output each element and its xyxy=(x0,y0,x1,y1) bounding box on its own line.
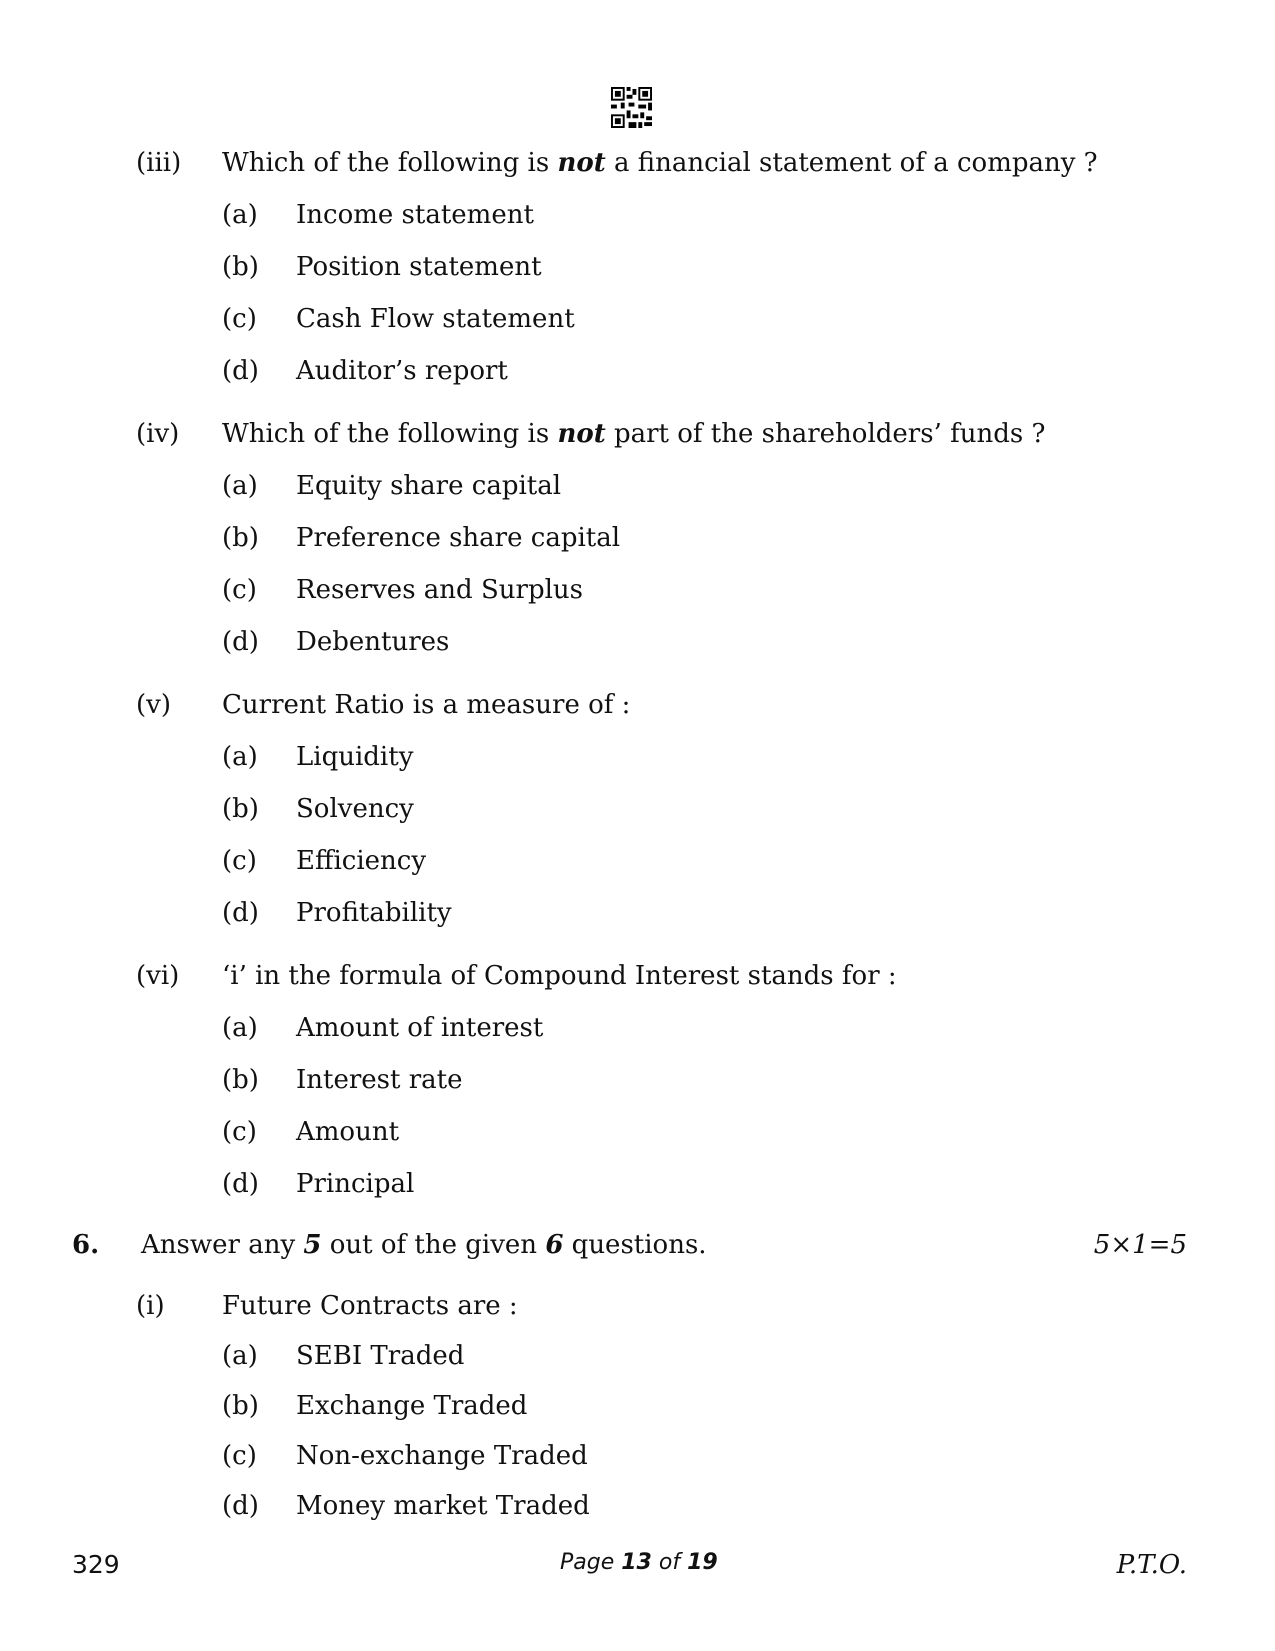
question-block xyxy=(0,408,1275,668)
question-text-part: Which of the following is xyxy=(222,148,558,178)
option-letter: (b) xyxy=(222,1391,259,1421)
question-number: (iv) xyxy=(136,419,180,449)
option-text: Preference share capital xyxy=(296,523,621,553)
option-item xyxy=(0,887,1275,939)
question-line xyxy=(0,679,1275,731)
question-block xyxy=(0,137,1275,397)
option-text: Exchange Traded xyxy=(296,1391,528,1421)
question-text-part: Future Contracts are : xyxy=(222,1291,518,1321)
option-item xyxy=(0,460,1275,512)
question-line xyxy=(0,408,1275,460)
question-line xyxy=(0,137,1275,189)
option-letter: (a) xyxy=(222,1341,258,1371)
option-item xyxy=(0,616,1275,668)
page-of: of xyxy=(651,1550,688,1575)
question-number: (i) xyxy=(136,1291,165,1321)
option-letter: (d) xyxy=(222,1491,259,1521)
question-content xyxy=(0,137,1275,1542)
instruction-part: out of the given xyxy=(321,1230,546,1260)
option-letter: (c) xyxy=(222,1117,257,1147)
question-number: (vi) xyxy=(136,961,180,991)
option-letter: (d) xyxy=(222,898,259,928)
option-item xyxy=(0,189,1275,241)
option-item xyxy=(0,835,1275,887)
question-block xyxy=(0,679,1275,939)
instruction-part: Answer any xyxy=(141,1230,304,1260)
option-letter: (c) xyxy=(222,1441,257,1471)
question-text xyxy=(222,1281,518,1331)
option-item xyxy=(0,1106,1275,1158)
option-text: Money market Traded xyxy=(296,1491,590,1521)
option-text: Efficiency xyxy=(296,846,427,876)
option-item xyxy=(0,1481,1275,1531)
paper-code: 329 xyxy=(72,1550,120,1579)
option-letter: (a) xyxy=(222,742,258,772)
option-text: Solvency xyxy=(296,794,414,824)
option-item xyxy=(0,512,1275,564)
total-pages: 19 xyxy=(687,1550,718,1575)
question-number: (iii) xyxy=(136,148,182,178)
question-line xyxy=(0,1281,1275,1331)
option-letter: (b) xyxy=(222,252,259,282)
instruction-emphasis: 5 xyxy=(303,1230,322,1260)
option-item xyxy=(0,783,1275,835)
instruction-emphasis: 6 xyxy=(545,1230,564,1260)
option-letter: (d) xyxy=(222,1169,259,1199)
option-letter: (c) xyxy=(222,304,257,334)
current-page: 13 xyxy=(621,1550,652,1575)
section-marks: 5×1=5 xyxy=(1093,1230,1187,1260)
option-letter: (a) xyxy=(222,471,258,501)
instruction-part: questions. xyxy=(563,1230,707,1260)
option-text: Profitability xyxy=(296,898,452,928)
question-text xyxy=(222,679,630,731)
option-text: SEBI Traded xyxy=(296,1341,465,1371)
option-item xyxy=(0,1431,1275,1481)
option-text: Cash Flow statement xyxy=(296,304,575,334)
option-letter: (c) xyxy=(222,846,257,876)
option-text: Liquidity xyxy=(296,742,414,772)
option-letter: (b) xyxy=(222,794,259,824)
option-item xyxy=(0,1054,1275,1106)
option-text: Debentures xyxy=(296,627,450,657)
question-text-part: a financial statement of a company ? xyxy=(605,148,1098,178)
question-text xyxy=(222,950,897,1002)
option-item xyxy=(0,293,1275,345)
question-line xyxy=(0,950,1275,1002)
question-text xyxy=(222,408,1045,460)
page-footer xyxy=(0,1550,1275,1590)
page-prefix: Page xyxy=(560,1550,622,1575)
page-number xyxy=(560,1550,718,1575)
question-emphasis: not xyxy=(557,419,606,449)
question-text xyxy=(222,137,1098,189)
question-block xyxy=(0,950,1275,1210)
option-item xyxy=(0,1331,1275,1381)
option-letter: (d) xyxy=(222,627,259,657)
option-text: Income statement xyxy=(296,200,534,230)
option-letter: (b) xyxy=(222,1065,259,1095)
option-letter: (a) xyxy=(222,200,258,230)
option-item xyxy=(0,1158,1275,1210)
option-letter: (b) xyxy=(222,523,259,553)
option-item xyxy=(0,345,1275,397)
option-text: Interest rate xyxy=(296,1065,463,1095)
option-text: Principal xyxy=(296,1169,415,1199)
question-emphasis: not xyxy=(557,148,606,178)
option-item xyxy=(0,564,1275,616)
option-text: Amount xyxy=(296,1117,400,1147)
option-text: Equity share capital xyxy=(296,471,562,501)
option-letter: (d) xyxy=(222,356,259,386)
question-text-part: ‘i’ in the formula of Compound Interest stands for : xyxy=(222,961,897,991)
option-item xyxy=(0,241,1275,293)
please-turn-over: P.T.O. xyxy=(1116,1550,1187,1580)
qr-code-icon xyxy=(611,87,652,128)
section-number: 6. xyxy=(72,1230,100,1260)
question-text-part: Which of the following is xyxy=(222,419,558,449)
question-text-part: Current Ratio is a measure of : xyxy=(222,690,631,720)
option-letter: (c) xyxy=(222,575,257,605)
section-instruction xyxy=(141,1219,707,1271)
option-item xyxy=(0,1381,1275,1431)
option-text: Amount of interest xyxy=(296,1013,544,1043)
section-heading xyxy=(0,1219,1275,1271)
option-text: Auditor’s report xyxy=(296,356,508,386)
option-text: Position statement xyxy=(296,252,542,282)
option-text: Reserves and Surplus xyxy=(296,575,583,605)
question-text-part: part of the shareholders’ funds ? xyxy=(605,419,1046,449)
question-block xyxy=(0,1281,1275,1531)
option-letter: (a) xyxy=(222,1013,258,1043)
question-number: (v) xyxy=(136,690,171,720)
option-item xyxy=(0,1002,1275,1054)
option-item xyxy=(0,731,1275,783)
option-text: Non-exchange Traded xyxy=(296,1441,588,1471)
